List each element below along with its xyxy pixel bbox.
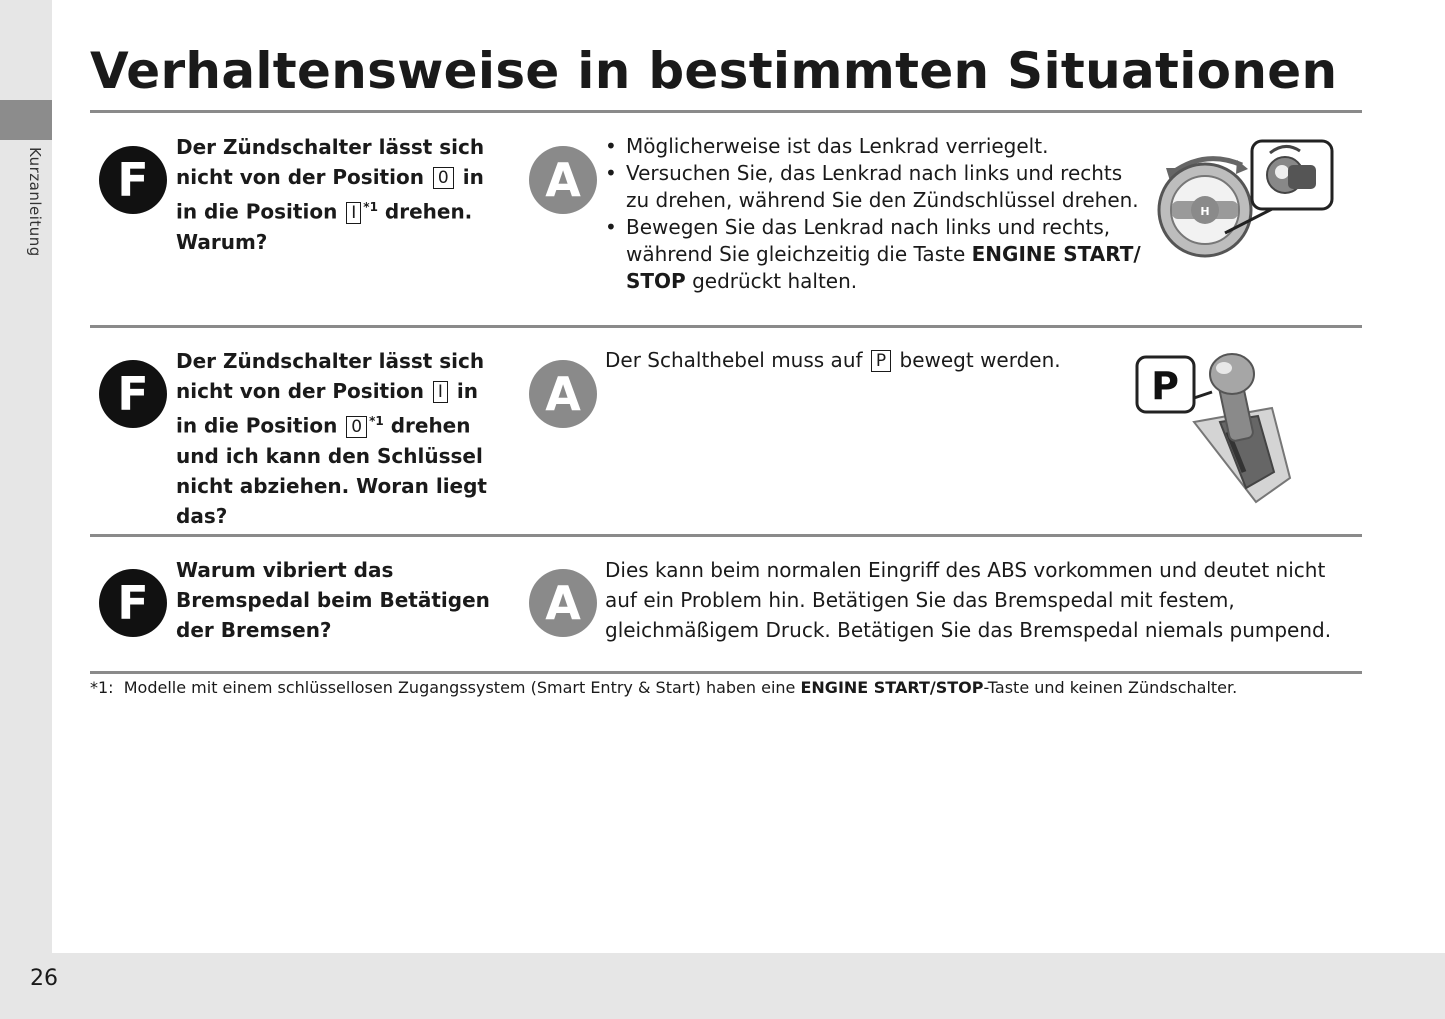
footnote: *1: Modelle mit einem schlüssellosen Zugangssystem (Smart Entry & Start) haben eine ENGINE START/STOP-Taste und keinen Zündschalter. [90,678,1238,697]
gear-shifter-icon [1132,350,1297,515]
sidebar-section-tab [0,100,52,140]
position-key-badge: 0 [346,416,367,438]
position-key-badge: 0 [433,167,454,189]
answer-badge: A [529,360,597,428]
gear-key-badge: P [871,350,891,372]
question-badge: F [99,569,167,637]
page-number: 26 [30,966,58,991]
answer-badge: A [529,146,597,214]
section-rule [90,325,1362,328]
steering-wheel-lock-icon [1150,135,1340,265]
section-rule [90,671,1362,674]
list-item: • Bewegen Sie das Lenkrad nach links und rechts, während Sie gleichzeitig die Taste ENGINE START/ STOP gedrückt halten. [605,215,1141,293]
question-text: Der Zündschalter lässt sich nicht von der Position I in in die Position 0 $^{*1}$ drehen und ich kann den Schlüssel nicht abziehen. Woran liegt das? [176,349,487,528]
question-text: Warum vibriert das Bremspedal beim Betätigen der Bremsen? [176,558,490,642]
page-title: Verhaltensweise in bestimmten Situationen [90,42,1338,100]
question-badge: F [99,146,167,214]
footer-band [52,953,1445,1019]
shifter-p-label: P [1151,364,1179,408]
list-item: • Versuchen Sie, das Lenkrad nach links und rechts zu drehen, während Sie den Zündschlüssel drehen. [605,161,1139,212]
question-text: Der Zündschalter lässt sich nicht von der Position 0 in in die Position I $^{*1}$ drehen. Warum? [176,135,485,254]
svg-text:H: H [1200,205,1210,218]
position-key-badge: I [346,202,361,224]
section-rule [90,534,1362,537]
answer-bullet-list [605,133,1150,295]
sidebar-section-label: Kurzanleitung [26,147,44,257]
answer-text: Dies kann beim normalen Eingriff des ABS vorkommen und deutet nicht auf ein Problem hin. Betätigen Sie das Bremspedal mit festem, gleichmäßigem Druck. Betätigen Sie das Bremspedal niemals pumpend. [605,558,1332,642]
position-key-badge: I [433,381,448,403]
list-item: • Möglicherweise ist das Lenkrad verriegelt. [605,134,1049,158]
title-rule [90,110,1362,113]
question-badge: F [99,360,167,428]
answer-badge: A [529,569,597,637]
answer-text: Der Schalthebel muss auf P bewegt werden. [605,348,1061,372]
